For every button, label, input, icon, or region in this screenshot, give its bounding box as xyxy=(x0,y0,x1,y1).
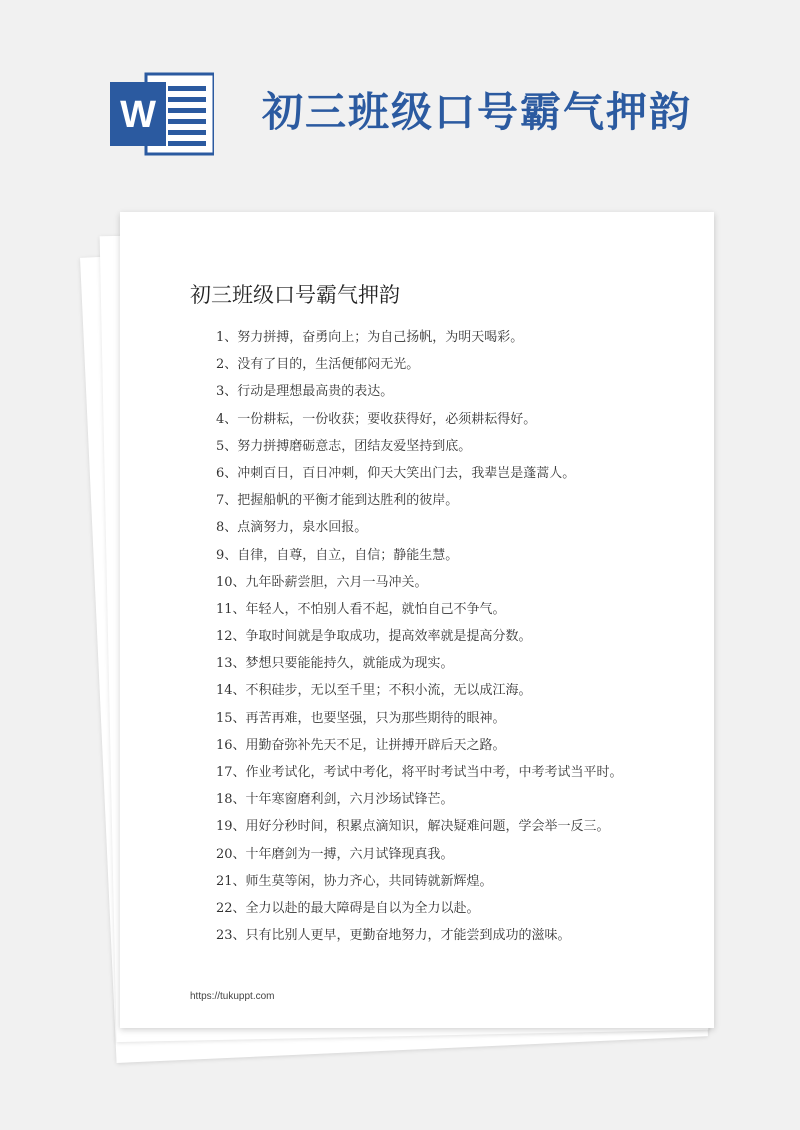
slogan-item: 22、全力以赴的最大障碍是自以为全力以赴。 xyxy=(216,900,480,916)
slogan-item: 3、行动是理想最高贵的表达。 xyxy=(216,384,394,400)
slogan-item: 11、年轻人，不怕别人看不起，就怕自己不争气。 xyxy=(216,601,506,617)
word-logo-letter: W xyxy=(120,94,156,136)
slogan-item: 5、努力拼搏磨砺意志，团结友爱坚持到底。 xyxy=(216,438,472,454)
document-title: 初三班级口号霸气押韵 xyxy=(190,283,400,307)
slogan-item: 19、用好分秒时间，积累点滴知识，解决疑难问题，学会举一反三。 xyxy=(216,819,610,835)
slogan-item: 14、不积硅步，无以至千里；不积小流，无以成江海。 xyxy=(216,683,532,699)
slogan-item: 13、梦想只要能能持久，就能成为现实。 xyxy=(216,656,454,672)
slogan-item: 9、自律，自尊，自立，自信；静能生慧。 xyxy=(216,547,459,563)
slogan-item: 23、只有比别人更早，更勤奋地努力，才能尝到成功的滋味。 xyxy=(216,928,571,944)
slogan-item: 10、九年卧薪尝胆，六月一马冲关。 xyxy=(216,574,428,590)
slogan-item: 6、冲刺百日，百日冲刺，仰天大笑出门去，我辈岂是蓬蒿人。 xyxy=(216,465,576,481)
slogan-list xyxy=(216,324,623,949)
banner-title: 初三班级口号霸气押韵 xyxy=(262,88,692,136)
word-document-icon xyxy=(110,72,214,156)
slogan-item: 1、努力拼搏，奋勇向上；为自己扬帆，为明天喝彩。 xyxy=(216,330,524,345)
slogan-item: 12、争取时间就是争取成功，提高效率就是提高分数。 xyxy=(216,629,532,645)
slogan-item: 20、十年磨剑为一搏，六月试锋现真我。 xyxy=(216,846,454,862)
slogan-item: 21、师生莫等闲，协力齐心，共同铸就新辉煌。 xyxy=(216,873,493,889)
slogan-item: 17、作业考试化，考试中考化，将平时考试当中考，中考考试当平时。 xyxy=(216,765,623,780)
slogan-item: 18、十年寒窗磨利剑，六月沙场试锋芒。 xyxy=(216,792,454,808)
slogan-item: 2、没有了目的，生活便郁闷无光。 xyxy=(216,357,420,373)
footer-url: https://tukuppt.com xyxy=(190,991,275,1002)
slogan-item: 4、一份耕耘，一份收获；要收获得好，必须耕耘得好。 xyxy=(216,411,537,427)
slogan-item: 8、点滴努力，泉水回报。 xyxy=(216,520,368,536)
slogan-item: 16、用勤奋弥补先天不足，让拼搏开辟后天之路。 xyxy=(216,737,506,753)
slogan-item: 7、把握船帆的平衡才能到达胜利的彼岸。 xyxy=(216,493,459,509)
slogan-item: 15、再苦再难，也要坚强，只为那些期待的眼神。 xyxy=(216,710,506,726)
